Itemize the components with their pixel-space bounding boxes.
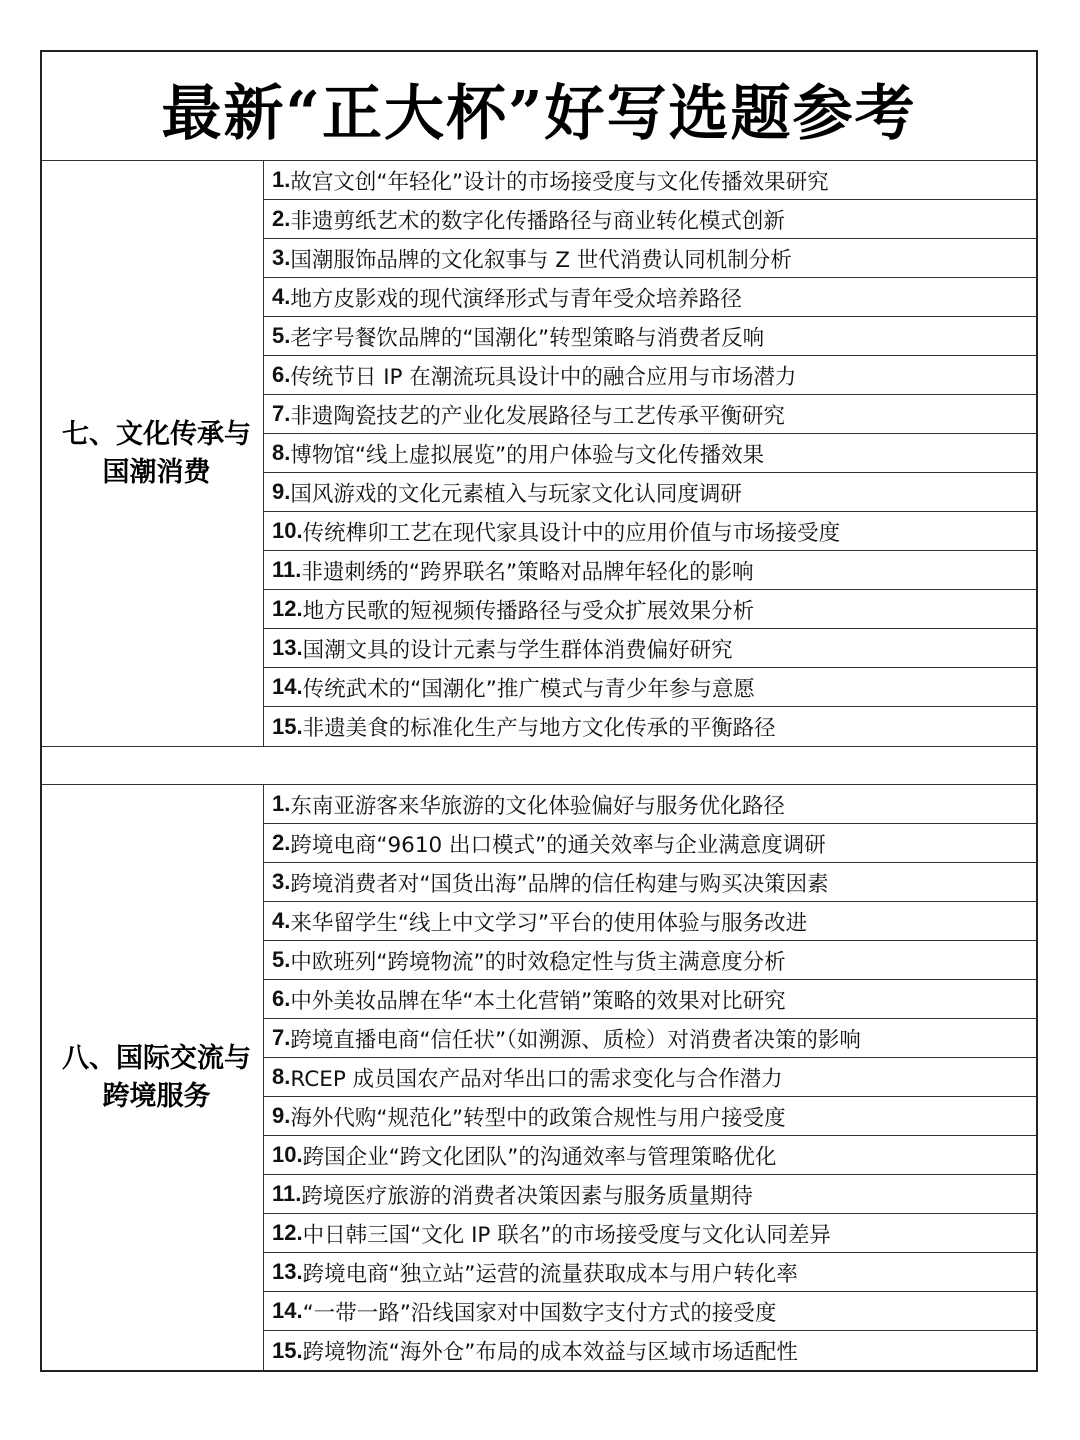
topic-item: [264, 434, 1036, 473]
topic-text: 跨境电商“9610 出口模式”的通关效率与企业满意度调研: [290, 832, 826, 858]
topic-number: 12.: [272, 1220, 303, 1245]
topic-item: [264, 1214, 1036, 1253]
topic-text: 跨境医疗旅游的消费者决策因素与服务质量期待: [301, 1183, 753, 1209]
topic-text: 地方民歌的短视频传播路径与受众扩展效果分析: [302, 598, 755, 624]
topic-number: 4.: [272, 284, 291, 309]
topic-item: [264, 473, 1036, 512]
topic-number: 14.: [272, 674, 303, 699]
spacer-row: [42, 746, 1036, 785]
topic-number: 7.: [272, 1025, 291, 1050]
section-culture: [42, 161, 1036, 746]
topic-text: 跨境消费者对“国货出海”品牌的信任构建与购买决策因素: [290, 871, 829, 897]
topic-item: [264, 980, 1036, 1019]
topic-text: 故宫文创“年轻化”设计的市场接受度与文化传播效果研究: [290, 169, 829, 195]
topic-text: 博物馆“线上虚拟展览”的用户体验与文化传播效果: [290, 442, 765, 468]
topic-text: 非遗刺绣的“跨界联名”策略对品牌年轻化的影响: [301, 559, 754, 585]
category-cell: [42, 785, 264, 1370]
topic-item: [264, 512, 1036, 551]
topic-text: 非遗美食的标准化生产与地方文化传承的平衡路径: [302, 716, 776, 741]
topic-item: [264, 278, 1036, 317]
topic-item: [264, 356, 1036, 395]
topic-text: 传统武术的“国潮化”推广模式与青少年参与意愿: [302, 676, 755, 702]
topic-item: [264, 707, 1036, 746]
topic-item: [264, 1175, 1036, 1214]
topic-item: [264, 1019, 1036, 1058]
topic-item: [264, 785, 1036, 824]
topic-item: [264, 941, 1036, 980]
title-row: [42, 52, 1036, 161]
category-cell: [42, 161, 264, 746]
topic-item: [264, 590, 1036, 629]
topic-item: [264, 1331, 1036, 1370]
topic-text: 非遗陶瓷技艺的产业化发展路径与工艺传承平衡研究: [290, 403, 785, 429]
topic-number: 15.: [272, 1337, 303, 1363]
topic-text: 跨境物流“海外仓”布局的成本效益与区域市场适配性: [302, 1340, 798, 1365]
topic-text: RCEP 成员国农产品对华出口的需求变化与合作潜力: [290, 1066, 783, 1092]
topic-item: [264, 200, 1036, 239]
topic-number: 5.: [272, 323, 291, 348]
topic-item: [264, 1292, 1036, 1331]
topic-text: 传统节日 IP 在潮流玩具设计中的融合应用与市场潜力: [290, 364, 797, 390]
topic-item: [264, 551, 1036, 590]
topic-text: 传统榫卯工艺在现代家具设计中的应用价值与市场接受度: [302, 520, 841, 546]
topic-item: [264, 1253, 1036, 1292]
topic-number: 6.: [272, 986, 291, 1011]
topic-number: 2.: [272, 206, 291, 231]
topic-item: [264, 863, 1036, 902]
category-label: 八、国际交流与 跨境服务: [62, 1042, 251, 1112]
topic-number: 7.: [272, 401, 291, 426]
topic-list: [264, 785, 1036, 1370]
topic-item: [264, 239, 1036, 278]
topic-number: 10.: [272, 518, 303, 543]
topic-number: 11.: [272, 557, 302, 582]
topic-text: 东南亚游客来华旅游的文化体验偏好与服务优化路径: [290, 793, 785, 819]
category-label: 七、文化传承与 国潮消费: [62, 418, 251, 488]
topic-item: [264, 824, 1036, 863]
topic-text: 跨境直播电商“信任状”（如溯源、质检）对消费者决策的影响: [290, 1027, 861, 1053]
topic-number: 6.: [272, 362, 291, 387]
topic-number: 12.: [272, 596, 303, 621]
topic-item: [264, 395, 1036, 434]
topic-item: [264, 317, 1036, 356]
topic-number: 1.: [272, 167, 291, 192]
page-title: 最新“正大杯”好写选题参考: [161, 79, 917, 149]
topic-item: [264, 902, 1036, 941]
topic-number: 9.: [272, 1103, 291, 1128]
topic-text: 来华留学生“线上中文学习”平台的使用体验与服务改进: [290, 910, 808, 936]
topic-number: 4.: [272, 908, 291, 933]
topic-text: 中外美妆品牌在华“本土化营销”策略的效果对比研究: [290, 988, 786, 1014]
topic-number: 8.: [272, 440, 291, 465]
topic-number: 9.: [272, 479, 291, 504]
topic-text: 中日韩三国“文化 IP 联名”的市场接受度与文化认同差异: [302, 1222, 831, 1248]
topic-number: 3.: [272, 245, 291, 270]
topic-number: 2.: [272, 830, 291, 855]
topic-text: “一带一路”沿线国家对中国数字支付方式的接受度: [302, 1300, 777, 1326]
topic-number: 8.: [272, 1064, 291, 1089]
topic-text: 非遗剪纸艺术的数字化传播路径与商业转化模式创新: [290, 208, 785, 234]
topic-text: 跨境电商“独立站”运营的流量获取成本与用户转化率: [302, 1261, 798, 1287]
topic-number: 5.: [272, 947, 291, 972]
topic-number: 13.: [272, 1259, 303, 1284]
topic-table: [40, 50, 1038, 1372]
topic-item: [264, 1058, 1036, 1097]
topic-text: 跨国企业“跨文化团队”的沟通效率与管理策略优化: [302, 1144, 777, 1170]
topic-text: 国潮文具的设计元素与学生群体消费偏好研究: [302, 637, 733, 663]
section-international: [42, 785, 1036, 1370]
topic-number: 13.: [272, 635, 303, 660]
topic-number: 14.: [272, 1298, 303, 1323]
topic-text: 地方皮影戏的现代演绎形式与青年受众培养路径: [290, 286, 742, 312]
topic-number: 1.: [272, 791, 291, 816]
topic-number: 10.: [272, 1142, 303, 1167]
topic-number: 3.: [272, 869, 291, 894]
topic-number: 15.: [272, 713, 303, 739]
topic-item: [264, 1097, 1036, 1136]
topic-item: [264, 1136, 1036, 1175]
topic-text: 国风游戏的文化元素植入与玩家文化认同度调研: [290, 481, 742, 507]
topic-item: [264, 161, 1036, 200]
topic-text: 中欧班列“跨境物流”的时效稳定性与货主满意度分析: [290, 949, 786, 975]
topic-text: 老字号餐饮品牌的“国潮化”转型策略与消费者反响: [290, 325, 765, 351]
topic-text: 国潮服饰品牌的文化叙事与 Z 世代消费认同机制分析: [290, 247, 792, 273]
topic-number: 11.: [272, 1181, 302, 1206]
topic-text: 海外代购“规范化”转型中的政策合规性与用户接受度: [290, 1105, 786, 1131]
topic-list: [264, 161, 1036, 746]
topic-item: [264, 629, 1036, 668]
topic-item: [264, 668, 1036, 707]
